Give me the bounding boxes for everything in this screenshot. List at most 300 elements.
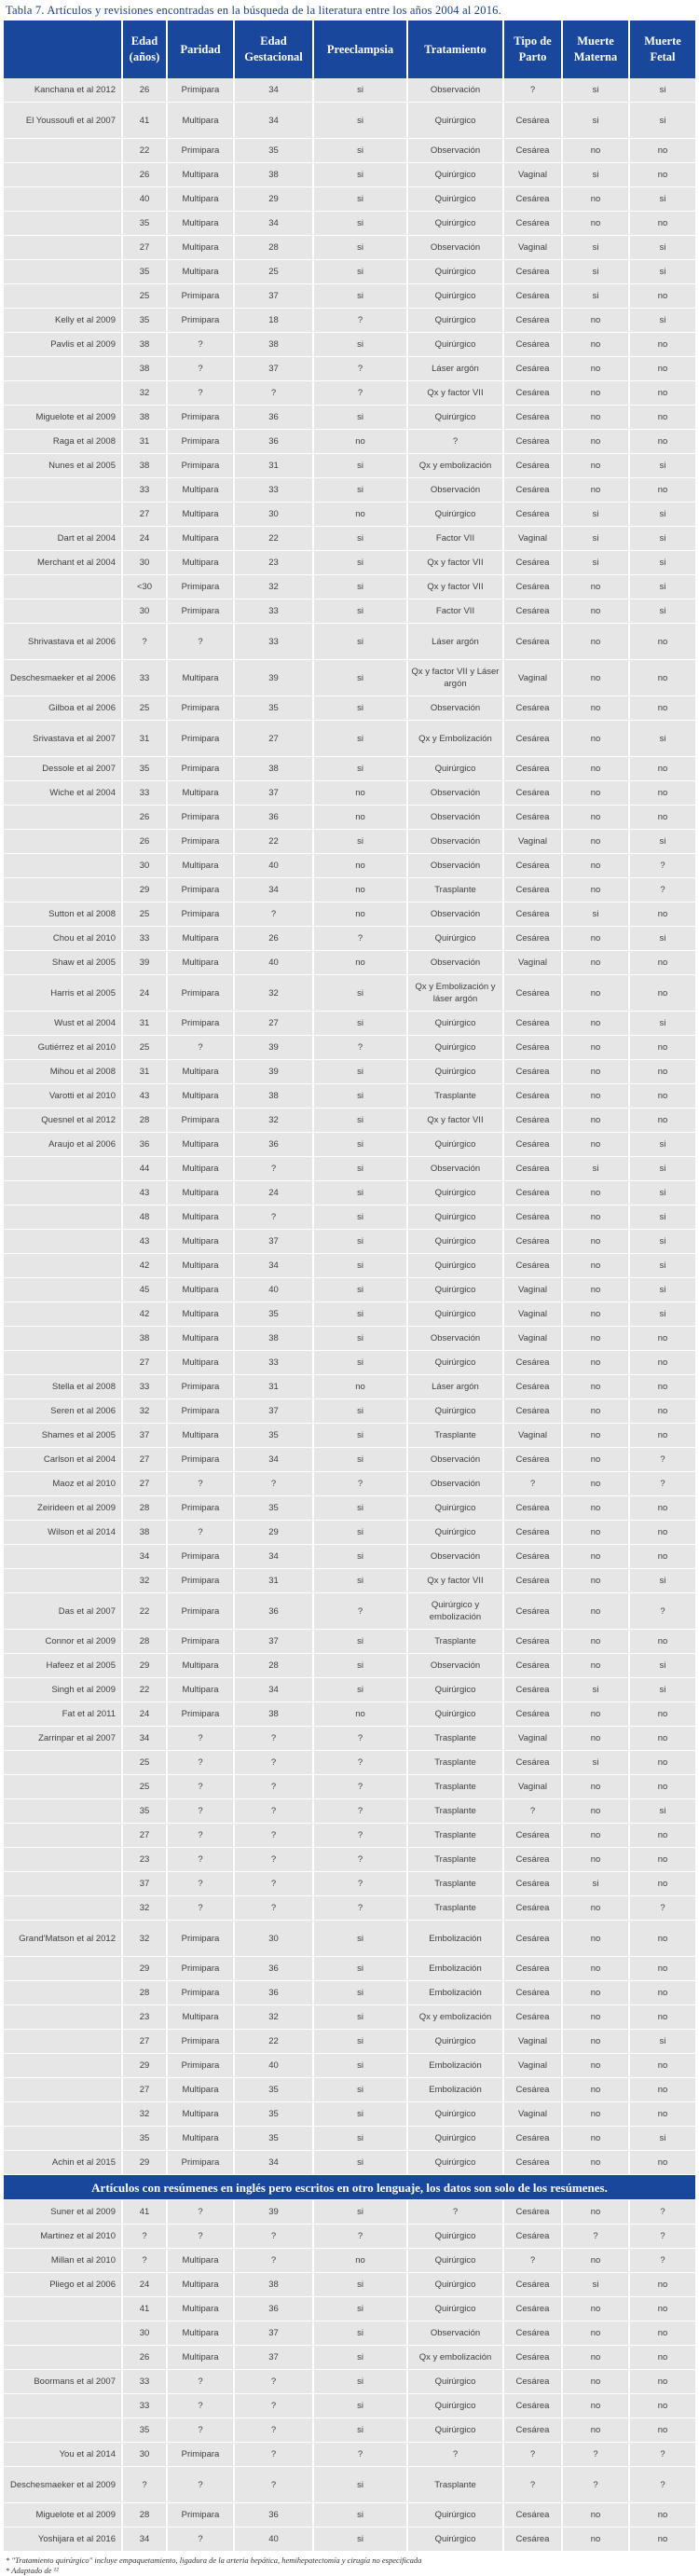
gestational-age-cell: 32 [235, 1109, 314, 1133]
treatment-cell: Observación [408, 902, 504, 927]
fetal-death-cell: si [630, 2030, 695, 2054]
delivery-type-cell: Cesárea [504, 878, 563, 902]
preeclampsia-cell: si [314, 454, 408, 478]
treatment-cell: Quirúrgico [408, 1678, 504, 1702]
preeclampsia-cell: si [314, 1630, 408, 1654]
age-cell: 35 [123, 309, 168, 333]
age-cell: 25 [123, 284, 168, 309]
preeclampsia-cell: si [314, 527, 408, 551]
preeclampsia-cell: si [314, 78, 408, 103]
delivery-type-cell: Cesárea [504, 187, 563, 212]
preeclampsia-cell: si [314, 2321, 408, 2346]
preeclampsia-cell: si [314, 284, 408, 309]
parity-cell: Multipara [168, 2127, 235, 2151]
delivery-type-cell: Cesárea [504, 599, 563, 624]
fetal-death-cell: si [630, 830, 695, 854]
parity-cell: Multipara [168, 2078, 235, 2102]
parity-cell: Primipara [168, 1109, 235, 1133]
preeclampsia-cell: ? [314, 1593, 408, 1630]
fetal-death-cell: ? [630, 2467, 695, 2503]
treatment-cell: Observación [408, 236, 504, 260]
preeclampsia-cell: ? [314, 1896, 408, 1921]
author-cell: Harris et al 2005 [4, 975, 123, 1012]
maternal-death-cell: no [563, 430, 630, 454]
fetal-death-cell: si [630, 1302, 695, 1327]
delivery-type-cell: Cesárea [504, 1254, 563, 1278]
author-cell: Varotti et al 2010 [4, 1084, 123, 1109]
author-cell: Wiche et al 2004 [4, 781, 123, 806]
fetal-death-cell: no [630, 1496, 695, 1521]
author-cell: Zeirideen et al 2009 [4, 1496, 123, 1521]
preeclampsia-cell: no [314, 503, 408, 527]
caption-text: Artículos y revisiones encontradas en la búsqueda de la literatura entre los años 2004 al 2016. [47, 4, 501, 17]
age-cell: 35 [123, 1799, 168, 1824]
author-cell: Quesnel et al 2012 [4, 1109, 123, 1133]
age-cell: 35 [123, 260, 168, 284]
table-row [4, 309, 695, 333]
preeclampsia-cell: si [314, 2030, 408, 2054]
maternal-death-cell: no [563, 1302, 630, 1327]
gestational-age-cell: 39 [235, 660, 314, 696]
parity-cell: Primipara [168, 575, 235, 599]
treatment-cell: Qx y embolización [408, 2005, 504, 2030]
fetal-death-cell: no [630, 1545, 695, 1569]
parity-cell: ? [168, 2528, 235, 2552]
table-row [4, 1060, 695, 1084]
parity-cell: Multipara [168, 1654, 235, 1678]
delivery-type-cell: Cesárea [504, 1109, 563, 1133]
parity-cell: ? [168, 1751, 235, 1775]
delivery-type-cell: Cesárea [504, 1593, 563, 1630]
table-row [4, 1399, 695, 1424]
table-row [4, 2394, 695, 2418]
age-cell: 41 [123, 103, 168, 139]
age-cell: 35 [123, 2127, 168, 2151]
delivery-type-cell: Cesárea [504, 357, 563, 381]
treatment-cell: ? [408, 2443, 504, 2467]
fetal-death-cell: no [630, 757, 695, 781]
age-cell: 34 [123, 1545, 168, 1569]
gestational-age-cell: 30 [235, 503, 314, 527]
author-cell: Sutton et al 2008 [4, 902, 123, 927]
maternal-death-cell: no [563, 1012, 630, 1036]
maternal-death-cell: no [563, 357, 630, 381]
gestational-age-cell: 37 [235, 1399, 314, 1424]
age-cell: 44 [123, 1157, 168, 1181]
column-header: Paridad [168, 21, 235, 78]
fetal-death-cell: ? [630, 1448, 695, 1472]
maternal-death-cell: no [563, 696, 630, 721]
table-row [4, 854, 695, 878]
author-cell [4, 2346, 123, 2370]
parity-cell: ? [168, 1896, 235, 1921]
treatment-cell: Quirúrgico [408, 1496, 504, 1521]
treatment-cell: Qx y embolización [408, 454, 504, 478]
author-cell [4, 2078, 123, 2102]
age-cell: 22 [123, 1593, 168, 1630]
delivery-type-cell: Cesárea [504, 1205, 563, 1230]
author-cell [4, 599, 123, 624]
table-row [4, 2528, 695, 2552]
parity-cell: Multipara [168, 660, 235, 696]
preeclampsia-cell: ? [314, 1472, 408, 1496]
preeclampsia-cell: ? [314, 2443, 408, 2467]
preeclampsia-cell: si [314, 1133, 408, 1157]
maternal-death-cell: no [563, 2200, 630, 2225]
table-row [4, 2370, 695, 2394]
treatment-cell: Qx y Embolización y láser argón [408, 975, 504, 1012]
fetal-death-cell: no [630, 1036, 695, 1060]
preeclampsia-cell: si [314, 1012, 408, 1036]
delivery-type-cell: ? [504, 2443, 563, 2467]
maternal-death-cell: no [563, 454, 630, 478]
parity-cell: Multipara [168, 2005, 235, 2030]
age-cell: 48 [123, 1205, 168, 1230]
treatment-cell: Observación [408, 1157, 504, 1181]
gestational-age-cell: 37 [235, 1230, 314, 1254]
age-cell: 28 [123, 1981, 168, 2005]
age-cell: 27 [123, 236, 168, 260]
fetal-death-cell: no [630, 478, 695, 503]
age-cell: 42 [123, 1302, 168, 1327]
gestational-age-cell: 36 [235, 430, 314, 454]
treatment-cell: Quirúrgico [408, 1230, 504, 1254]
preeclampsia-cell: no [314, 1375, 408, 1399]
delivery-type-cell: Cesárea [504, 284, 563, 309]
fetal-death-cell: si [630, 721, 695, 757]
parity-cell: Multipara [168, 1205, 235, 1230]
author-cell [4, 854, 123, 878]
gestational-age-cell: 36 [235, 806, 314, 830]
maternal-death-cell: si [563, 284, 630, 309]
age-cell: 30 [123, 854, 168, 878]
parity-cell: ? [168, 333, 235, 357]
parity-cell: Primipara [168, 1957, 235, 1981]
age-cell: 33 [123, 781, 168, 806]
gestational-age-cell: 40 [235, 951, 314, 975]
treatment-cell: Qx y factor VII [408, 1109, 504, 1133]
author-cell [4, 1981, 123, 2005]
maternal-death-cell: no [563, 781, 630, 806]
fetal-death-cell: si [630, 1678, 695, 1702]
delivery-type-cell: Cesárea [504, 2297, 563, 2321]
gestational-age-cell: ? [235, 1872, 314, 1896]
fetal-death-cell: no [630, 1521, 695, 1545]
age-cell: 29 [123, 1957, 168, 1981]
gestational-age-cell: 29 [235, 187, 314, 212]
delivery-type-cell: Cesárea [504, 406, 563, 430]
fetal-death-cell: no [630, 1751, 695, 1775]
treatment-cell: Quirúrgico [408, 2297, 504, 2321]
preeclampsia-cell: no [314, 878, 408, 902]
treatment-cell: Quirúrgico [408, 927, 504, 951]
table-row [4, 430, 695, 454]
preeclampsia-cell: si [314, 2102, 408, 2127]
age-cell: ? [123, 2249, 168, 2273]
table-row [4, 1012, 695, 1036]
author-cell: Deschesmaeker et al 2009 [4, 2467, 123, 2503]
treatment-cell: Quirúrgico [408, 1181, 504, 1205]
author-cell: Deschesmaeker et al 2006 [4, 660, 123, 696]
parity-cell: Multipara [168, 1133, 235, 1157]
treatment-cell: Quirúrgico [408, 2249, 504, 2273]
table-row [4, 1751, 695, 1775]
treatment-cell: Quirúrgico [408, 309, 504, 333]
preeclampsia-cell: si [314, 975, 408, 1012]
fetal-death-cell: no [630, 2151, 695, 2175]
author-cell [4, 284, 123, 309]
gestational-age-cell: 33 [235, 624, 314, 660]
author-cell [4, 1751, 123, 1775]
age-cell: 28 [123, 1496, 168, 1521]
maternal-death-cell: no [563, 1775, 630, 1799]
gestational-age-cell: 34 [235, 103, 314, 139]
parity-cell: Multipara [168, 951, 235, 975]
maternal-death-cell: no [563, 309, 630, 333]
maternal-death-cell: no [563, 2418, 630, 2443]
parity-cell: Primipara [168, 1569, 235, 1593]
table-row [4, 1133, 695, 1157]
parity-cell: Multipara [168, 503, 235, 527]
fetal-death-cell: no [630, 1775, 695, 1799]
treatment-cell: Trasplante [408, 1630, 504, 1654]
age-cell: 28 [123, 1630, 168, 1654]
treatment-cell: Quirúrgico [408, 1399, 504, 1424]
fetal-death-cell: no [630, 381, 695, 406]
age-cell: 26 [123, 806, 168, 830]
table-row [4, 381, 695, 406]
author-cell [4, 187, 123, 212]
parity-cell: Primipara [168, 430, 235, 454]
delivery-type-cell: Cesárea [504, 1399, 563, 1424]
maternal-death-cell: no [563, 830, 630, 854]
table-row [4, 333, 695, 357]
treatment-cell: Quirúrgico [408, 406, 504, 430]
delivery-type-cell: Cesárea [504, 1351, 563, 1375]
age-cell: 29 [123, 878, 168, 902]
maternal-death-cell: no [563, 1084, 630, 1109]
preeclampsia-cell: si [314, 757, 408, 781]
parity-cell: ? [168, 381, 235, 406]
delivery-type-cell: Cesárea [504, 1084, 563, 1109]
gestational-age-cell: ? [235, 2225, 314, 2249]
preeclampsia-cell: si [314, 1981, 408, 2005]
delivery-type-cell: ? [504, 2249, 563, 2273]
author-cell: Merchant et al 2004 [4, 551, 123, 575]
author-cell: Pliego et al 2006 [4, 2273, 123, 2297]
author-cell: Stella et al 2008 [4, 1375, 123, 1399]
table-row [4, 2321, 695, 2346]
fetal-death-cell: ? [630, 2443, 695, 2467]
gestational-age-cell: 38 [235, 757, 314, 781]
author-cell [4, 878, 123, 902]
preeclampsia-cell: si [314, 2394, 408, 2418]
preeclampsia-cell: si [314, 696, 408, 721]
preeclampsia-cell: no [314, 902, 408, 927]
table-row [4, 454, 695, 478]
treatment-cell: Quirúrgico [408, 1133, 504, 1157]
parity-cell: Multipara [168, 236, 235, 260]
fetal-death-cell: si [630, 503, 695, 527]
column-header: Tratamiento [408, 21, 504, 78]
age-cell: 26 [123, 830, 168, 854]
treatment-cell: Quirúrgico [408, 187, 504, 212]
treatment-cell: ? [408, 2200, 504, 2225]
treatment-cell: Observación [408, 139, 504, 163]
maternal-death-cell: no [563, 406, 630, 430]
author-cell: Suner et al 2009 [4, 2200, 123, 2225]
author-cell: Gilboa et al 2006 [4, 696, 123, 721]
parity-cell: Primipara [168, 454, 235, 478]
author-cell [4, 1327, 123, 1351]
age-cell: 33 [123, 478, 168, 503]
gestational-age-cell: ? [235, 1157, 314, 1181]
treatment-cell: Observación [408, 1545, 504, 1569]
maternal-death-cell: no [563, 2249, 630, 2273]
treatment-cell: Embolización [408, 1981, 504, 2005]
gestational-age-cell: 33 [235, 599, 314, 624]
parity-cell: Multipara [168, 1302, 235, 1327]
fetal-death-cell: no [630, 1399, 695, 1424]
fetal-death-cell: ? [630, 1896, 695, 1921]
gestational-age-cell: 27 [235, 721, 314, 757]
treatment-cell: Factor VII [408, 527, 504, 551]
treatment-cell: Observación [408, 1327, 504, 1351]
delivery-type-cell: Cesárea [504, 2321, 563, 2346]
table-row [4, 1727, 695, 1751]
delivery-type-cell: Cesárea [504, 1957, 563, 1981]
table-row [4, 2249, 695, 2273]
delivery-type-cell: Cesárea [504, 721, 563, 757]
preeclampsia-cell: si [314, 103, 408, 139]
author-cell [4, 2297, 123, 2321]
table-row [4, 236, 695, 260]
parity-cell: Primipara [168, 2030, 235, 2054]
age-cell: 41 [123, 2297, 168, 2321]
maternal-death-cell: no [563, 1654, 630, 1678]
footnote: * Adaptado de ¹² [6, 2566, 59, 2575]
author-cell [4, 2394, 123, 2418]
fetal-death-cell: no [630, 2078, 695, 2102]
gestational-age-cell: 22 [235, 830, 314, 854]
parity-cell: ? [168, 357, 235, 381]
maternal-death-cell: no [563, 1593, 630, 1630]
age-cell: 25 [123, 1036, 168, 1060]
delivery-type-cell: Cesárea [504, 854, 563, 878]
parity-cell: Primipara [168, 309, 235, 333]
preeclampsia-cell: si [314, 660, 408, 696]
age-cell: 31 [123, 430, 168, 454]
preeclampsia-cell: si [314, 212, 408, 236]
treatment-cell: Quirúrgico [408, 1278, 504, 1302]
delivery-type-cell: Cesárea [504, 430, 563, 454]
delivery-type-cell: Vaginal [504, 1424, 563, 1448]
delivery-type-cell: Vaginal [504, 1775, 563, 1799]
parity-cell: ? [168, 1848, 235, 1872]
age-cell: 38 [123, 333, 168, 357]
fetal-death-cell: no [630, 902, 695, 927]
delivery-type-cell: Vaginal [504, 1727, 563, 1751]
header-row [4, 21, 695, 78]
gestational-age-cell: ? [235, 1205, 314, 1230]
parity-cell: Primipara [168, 2054, 235, 2078]
preeclampsia-cell: si [314, 2151, 408, 2175]
maternal-death-cell: no [563, 1799, 630, 1824]
parity-cell: ? [168, 2418, 235, 2443]
fetal-death-cell: no [630, 2005, 695, 2030]
treatment-cell: Trasplante [408, 1896, 504, 1921]
maternal-death-cell: no [563, 1702, 630, 1727]
treatment-cell: Quirúrgico [408, 2102, 504, 2127]
maternal-death-cell: no [563, 1569, 630, 1593]
author-cell: Miguelote et al 2009 [4, 2503, 123, 2528]
treatment-cell: Trasplante [408, 1848, 504, 1872]
fetal-death-cell: no [630, 781, 695, 806]
gestational-age-cell: 24 [235, 1181, 314, 1205]
fetal-death-cell: si [630, 575, 695, 599]
age-cell: 35 [123, 2418, 168, 2443]
fetal-death-cell: no [630, 2321, 695, 2346]
age-cell: 35 [123, 212, 168, 236]
table-row [4, 1896, 695, 1921]
fetal-death-cell: si [630, 1133, 695, 1157]
maternal-death-cell: no [563, 1351, 630, 1375]
preeclampsia-cell: si [314, 139, 408, 163]
table-row [4, 975, 695, 1012]
table-row [4, 1302, 695, 1327]
delivery-type-cell: Vaginal [504, 2102, 563, 2127]
author-cell: Hafeez et al 2005 [4, 1654, 123, 1678]
parity-cell: ? [168, 1521, 235, 1545]
fetal-death-cell: si [630, 1278, 695, 1302]
age-cell: 27 [123, 1448, 168, 1472]
delivery-type-cell: Cesárea [504, 454, 563, 478]
author-cell [4, 1157, 123, 1181]
age-cell: 29 [123, 1654, 168, 1678]
age-cell: 40 [123, 187, 168, 212]
gestational-age-cell: 35 [235, 2102, 314, 2127]
table-row [4, 2503, 695, 2528]
table-row [4, 1981, 695, 2005]
gestational-age-cell: 40 [235, 1278, 314, 1302]
table-row [4, 1036, 695, 1060]
treatment-cell: Quirúrgico [408, 284, 504, 309]
age-cell: <30 [123, 575, 168, 599]
treatment-cell: Embolización [408, 1921, 504, 1957]
table-row [4, 2297, 695, 2321]
delivery-type-cell: ? [504, 1799, 563, 1824]
gestational-age-cell: 34 [235, 878, 314, 902]
preeclampsia-cell: si [314, 1157, 408, 1181]
treatment-cell: Quirúrgico y embolización [408, 1593, 504, 1630]
treatment-cell: Observación [408, 1472, 504, 1496]
maternal-death-cell: si [563, 1678, 630, 1702]
preeclampsia-cell: si [314, 1109, 408, 1133]
gestational-age-cell: ? [235, 1727, 314, 1751]
age-cell: 37 [123, 1424, 168, 1448]
maternal-death-cell: no [563, 575, 630, 599]
parity-cell: Multipara [168, 1060, 235, 1084]
parity-cell: ? [168, 2467, 235, 2503]
fetal-death-cell: no [630, 139, 695, 163]
table-row [4, 1327, 695, 1351]
parity-cell: Multipara [168, 527, 235, 551]
fetal-death-cell: no [630, 2528, 695, 2552]
treatment-cell: Observación [408, 478, 504, 503]
treatment-cell: Quirúrgico [408, 2127, 504, 2151]
parity-cell: Multipara [168, 2273, 235, 2297]
author-cell: Boormans et al 2007 [4, 2370, 123, 2394]
